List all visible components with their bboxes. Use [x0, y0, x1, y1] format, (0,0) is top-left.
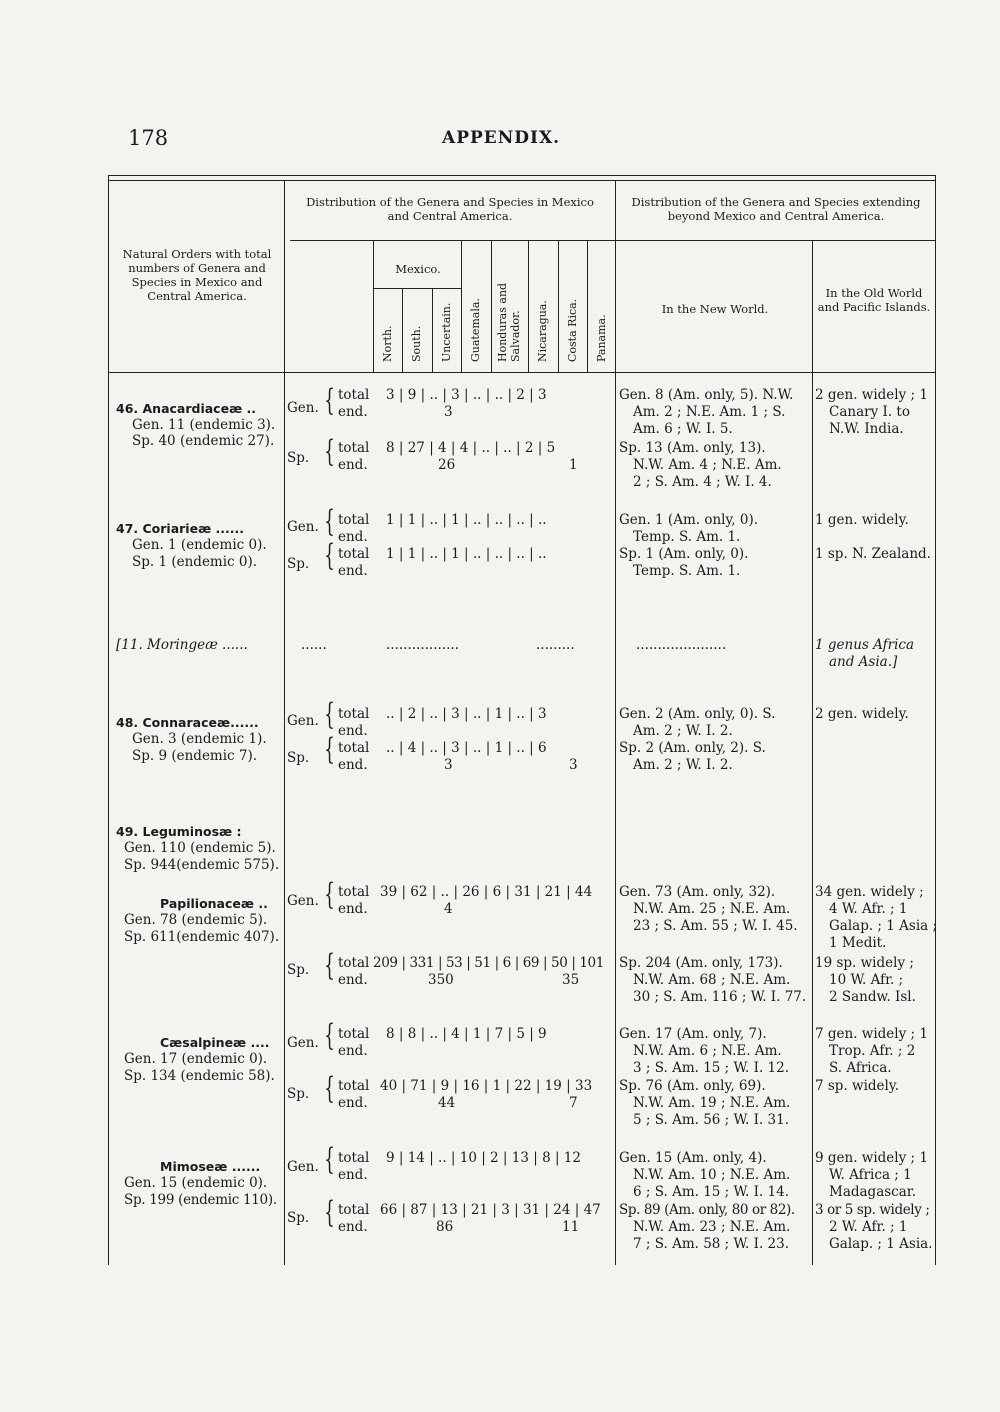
new-world-line: 23 ; S. Am. 55 ; W. I. 45. — [633, 918, 798, 934]
order-name: 46. Anacardiaceæ .. — [116, 401, 257, 416]
old-world-line: 7 sp. widely. — [815, 1078, 899, 1094]
end-label: end. — [338, 901, 368, 917]
order-species: Sp. 1 (endemic 0). — [132, 554, 258, 570]
old-world-line: W. Africa ; 1 — [829, 1167, 912, 1183]
total-label: total — [338, 706, 370, 722]
gen-label: Gen. — [287, 400, 319, 416]
sp-end-mexico: 3 — [444, 757, 453, 773]
order-species: Sp. 199 (endemic 110). — [124, 1192, 277, 1208]
old-world-line: 1 gen. widely. — [815, 512, 909, 528]
sp-label: Sp. — [287, 1210, 310, 1226]
old-world-line: 2 Sandw. Isl. — [829, 989, 916, 1005]
new-world-line: Gen. 2 (Am. only, 0). S. — [619, 706, 776, 722]
old-world-line: Galap. ; 1 Asia. — [829, 1236, 933, 1252]
brace: { — [324, 877, 335, 912]
sp-end-mexico: 86 — [436, 1219, 454, 1235]
sp-total-values: 1 | 1 | .. | 1 | .. | .. | .. | .. — [386, 546, 547, 562]
end-label: end. — [338, 1219, 368, 1235]
brace: { — [324, 1071, 335, 1106]
sp-end-mexico: 44 — [438, 1095, 456, 1111]
end-label: end. — [338, 404, 368, 420]
sp-label: Sp. — [287, 450, 310, 466]
new-world-line: Sp. 13 (Am. only, 13). — [619, 440, 766, 456]
gen-end-value: 3 — [444, 404, 453, 420]
header-panama: Panama. — [595, 314, 608, 362]
new-world-line: N.W. Am. 68 ; N.E. Am. — [633, 972, 791, 988]
header-new-world: In the New World. — [661, 302, 769, 316]
end-label: end. — [338, 563, 368, 579]
old-world-line: 19 sp. widely ; — [815, 955, 914, 971]
old-world-line: 7 gen. widely ; 1 — [815, 1026, 928, 1042]
sp-total-values: 209 | 331 | 53 | 51 | 6 | 69 | 50 | 101 — [373, 955, 604, 971]
old-world-line: 1 sp. N. Zealand. — [815, 546, 931, 562]
end-label: end. — [338, 457, 368, 473]
old-world-line: N.W. India. — [829, 421, 904, 437]
new-world-line: N.W. Am. 6 ; N.E. Am. — [633, 1043, 782, 1059]
sp-total-values: 8 | 27 | 4 | 4 | .. | .. | 2 | 5 — [386, 440, 556, 456]
old-world-line: and Asia.] — [829, 654, 898, 670]
new-world-line: Am. 6 ; W. I. 5. — [633, 421, 733, 437]
brace: { — [324, 1142, 335, 1177]
new-world-line: Am. 2 ; N.E. Am. 1 ; S. — [633, 404, 786, 420]
new-world-line: Sp. 204 (Am. only, 173). — [619, 955, 783, 971]
old-world-line: 4 W. Afr. ; 1 — [829, 901, 908, 917]
dots: ...... — [301, 637, 327, 653]
end-label: end. — [338, 1167, 368, 1183]
header-honduras-salvador: Honduras and Salvador. — [496, 282, 522, 362]
order-genera: Gen. 17 (endemic 0). — [124, 1051, 268, 1067]
sp-end-costa-rica: 11 — [562, 1219, 580, 1235]
order-genera: Gen. 3 (endemic 1). — [132, 731, 267, 747]
sp-end-mexico: 26 — [438, 457, 456, 473]
new-world-line: 7 ; S. Am. 58 ; W. I. 23. — [633, 1236, 789, 1252]
old-world-line: 1 Medit. — [829, 935, 887, 951]
new-world-line: Sp. 2 (Am. only, 2). S. — [619, 740, 766, 756]
sp-label: Sp. — [287, 962, 310, 978]
header-natural-orders: Natural Orders with total numbers of Genera and Species in Mexico and Central America. — [122, 247, 272, 303]
header-mexico: Mexico. — [395, 262, 441, 276]
gen-total-values: 8 | 8 | .. | 4 | 1 | 7 | 5 | 9 — [386, 1026, 547, 1042]
end-label: end. — [338, 1043, 368, 1059]
sp-label: Sp. — [287, 556, 310, 572]
gen-end-value: 4 — [444, 901, 453, 917]
end-label: end. — [338, 757, 368, 773]
header-costa-rica: Costa Rica. — [566, 298, 579, 362]
new-world-line: Gen. 15 (Am. only, 4). — [619, 1150, 767, 1166]
total-label: total — [338, 512, 370, 528]
header-nicaragua: Nicaragua. — [536, 300, 549, 362]
old-world-line: 9 gen. widely ; 1 — [815, 1150, 928, 1166]
order-species: Sp. 944(endemic 575). — [124, 857, 280, 873]
dots: ................. — [386, 637, 459, 653]
sp-end-costa-rica: 7 — [569, 1095, 578, 1111]
order-name: 49. Leguminosæ : — [116, 824, 242, 839]
order-name: Cæsalpineæ .... — [160, 1035, 270, 1050]
new-world-line: N.W. Am. 10 ; N.E. Am. — [633, 1167, 791, 1183]
dots: ......... — [536, 637, 575, 653]
new-world-line: Sp. 89 (Am. only, 80 or 82). — [619, 1202, 795, 1218]
total-label: total — [338, 1026, 370, 1042]
total-label: total — [338, 740, 370, 756]
sp-end-costa-rica: 35 — [562, 972, 580, 988]
new-world-line: Sp. 76 (Am. only, 69). — [619, 1078, 766, 1094]
new-world-line: Am. 2 ; W. I. 2. — [633, 757, 733, 773]
new-world-line: Gen. 17 (Am. only, 7). — [619, 1026, 767, 1042]
order-genera: Gen. 78 (endemic 5). — [124, 912, 268, 928]
header-distribution-beyond: Distribution of the Genera and Species extending beyond Mexico and Central America. — [631, 195, 921, 223]
old-world-line: 3 or 5 sp. widely ; — [815, 1202, 930, 1218]
sp-end-mexico: 350 — [428, 972, 454, 988]
old-world-line: Canary I. to — [829, 404, 910, 420]
old-world-line: 2 W. Afr. ; 1 — [829, 1219, 908, 1235]
gen-total-values: 3 | 9 | .. | 3 | .. | .. | 2 | 3 — [386, 387, 547, 403]
new-world-line: N.W. Am. 19 ; N.E. Am. — [633, 1095, 791, 1111]
order-genera: Gen. 110 (endemic 5). — [124, 840, 276, 856]
gen-total-values: 9 | 14 | .. | 10 | 2 | 13 | 8 | 12 — [386, 1150, 581, 1166]
order-species: Sp. 134 (endemic 58). — [124, 1068, 275, 1084]
gen-label: Gen. — [287, 713, 319, 729]
sp-total-values: 40 | 71 | 9 | 16 | 1 | 22 | 19 | 33 — [380, 1078, 593, 1094]
gen-label: Gen. — [287, 1159, 319, 1175]
gen-label: Gen. — [287, 1035, 319, 1051]
header-distribution-mexico: Distribution of the Genera and Species in Mexico and Central America. — [306, 195, 594, 223]
old-world-line: Trop. Afr. ; 2 — [829, 1043, 916, 1059]
old-world-line: Madagascar. — [829, 1184, 917, 1200]
gen-total-values: .. | 2 | .. | 3 | .. | 1 | .. | 3 — [386, 706, 547, 722]
header-south: South. — [410, 325, 423, 362]
header-guatemala: Guatemala. — [469, 298, 482, 362]
brace: { — [324, 538, 335, 573]
gen-total-values: 39 | 62 | .. | 26 | 6 | 31 | 21 | 44 — [380, 884, 593, 900]
order-genera: Gen. 11 (endemic 3). — [132, 417, 276, 433]
old-world-line: 2 gen. widely. — [815, 706, 909, 722]
page-number: 178 — [128, 126, 169, 150]
brace: { — [324, 732, 335, 767]
brace: { — [324, 434, 335, 469]
brace: { — [324, 1195, 335, 1230]
old-world-line: 1 genus Africa — [815, 637, 915, 653]
total-label: total — [338, 387, 370, 403]
total-label: total — [338, 1150, 370, 1166]
old-world-line: 34 gen. widely ; — [815, 884, 924, 900]
new-world-line: 30 ; S. Am. 116 ; W. I. 77. — [633, 989, 807, 1005]
new-world-line: Gen. 73 (Am. only, 32). — [619, 884, 776, 900]
total-label: total — [338, 440, 370, 456]
brace: { — [324, 1018, 335, 1053]
gen-total-values: 1 | 1 | .. | 1 | .. | .. | .. | .. — [386, 512, 547, 528]
new-world-line: 5 ; S. Am. 56 ; W. I. 31. — [633, 1112, 789, 1128]
new-world-line: 2 ; S. Am. 4 ; W. I. 4. — [633, 474, 772, 490]
order-name: Mimoseæ ...... — [160, 1159, 261, 1174]
new-world-line: 3 ; S. Am. 15 ; W. I. 12. — [633, 1060, 789, 1076]
sp-end-costa-rica: 3 — [569, 757, 578, 773]
running-head: APPENDIX. — [442, 128, 561, 148]
end-label: end. — [338, 529, 368, 545]
new-world-line: N.W. Am. 25 ; N.E. Am. — [633, 901, 791, 917]
new-world-line: Am. 2 ; W. I. 2. — [633, 723, 733, 739]
dots: ..................... — [636, 637, 727, 653]
new-world-line: Temp. S. Am. 1. — [633, 563, 741, 579]
new-world-line: Sp. 1 (Am. only, 0). — [619, 546, 749, 562]
old-world-line: S. Africa. — [829, 1060, 892, 1076]
sp-total-values: 66 | 87 | 13 | 21 | 3 | 31 | 24 | 47 — [380, 1202, 601, 1218]
old-world-line: 10 W. Afr. ; — [829, 972, 904, 988]
brace: { — [324, 504, 335, 539]
order-species: Sp. 9 (endemic 7). — [132, 748, 258, 764]
new-world-line: N.W. Am. 4 ; N.E. Am. — [633, 457, 782, 473]
brace: { — [324, 383, 335, 418]
header-old-world: In the Old World and Pacific Islands. — [817, 286, 931, 314]
order-species: Sp. 611(endemic 407). — [124, 929, 280, 945]
sp-end-costa-rica: 1 — [569, 457, 578, 473]
total-label: total — [338, 546, 370, 562]
brace: { — [324, 948, 335, 983]
gen-label: Gen. — [287, 893, 319, 909]
new-world-line: N.W. Am. 23 ; N.E. Am. — [633, 1219, 791, 1235]
order-species: Sp. 40 (endemic 27). — [132, 433, 275, 449]
total-label: total — [338, 955, 370, 971]
order-name: [11. Moringeæ ...... — [116, 637, 248, 653]
order-name: 48. Connaraceæ...... — [116, 715, 259, 730]
new-world-line: 6 ; S. Am. 15 ; W. I. 14. — [633, 1184, 789, 1200]
end-label: end. — [338, 972, 368, 988]
header-north: North. — [381, 325, 394, 362]
new-world-line: Gen. 1 (Am. only, 0). — [619, 512, 759, 528]
end-label: end. — [338, 1095, 368, 1111]
old-world-line: Galap. ; 1 Asia ; — [829, 918, 938, 934]
old-world-line: 2 gen. widely ; 1 — [815, 387, 928, 403]
order-genera: Gen. 15 (endemic 0). — [124, 1175, 268, 1191]
sp-label: Sp. — [287, 1086, 310, 1102]
order-name: Papilionaceæ .. — [160, 896, 268, 911]
order-genera: Gen. 1 (endemic 0). — [132, 537, 267, 553]
sp-label: Sp. — [287, 750, 310, 766]
total-label: total — [338, 1078, 370, 1094]
gen-label: Gen. — [287, 519, 319, 535]
sp-total-values: .. | 4 | .. | 3 | .. | 1 | .. | 6 — [386, 740, 547, 756]
end-label: end. — [338, 723, 368, 739]
total-label: total — [338, 884, 370, 900]
new-world-line: Gen. 8 (Am. only, 5). N.W. — [619, 387, 794, 403]
brace: { — [324, 697, 335, 732]
header-uncertain: Uncertain. — [440, 302, 453, 362]
order-name: 47. Coriarieæ ...... — [116, 521, 245, 536]
total-label: total — [338, 1202, 370, 1218]
new-world-line: Temp. S. Am. 1. — [633, 529, 741, 545]
